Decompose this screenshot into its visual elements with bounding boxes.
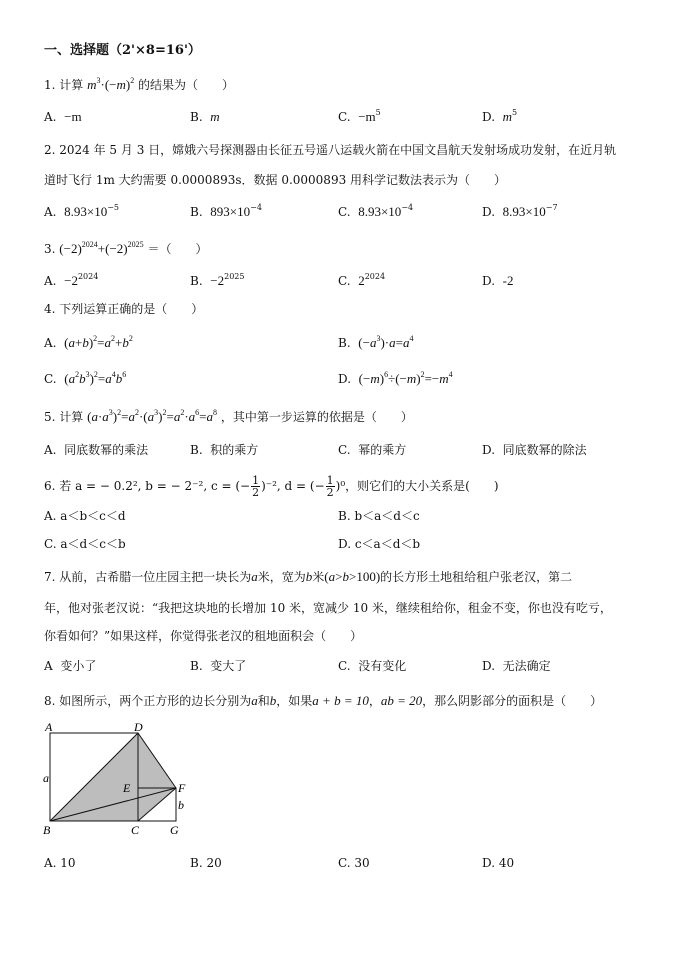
q1-option-a[interactable]: A. −m bbox=[44, 109, 82, 124]
q2-option-d[interactable]: D. $8.93\times 10^{-7}$ bbox=[482, 203, 558, 219]
label-a-point: A bbox=[45, 722, 53, 734]
label-side-b: b bbox=[178, 798, 184, 812]
question-5-stem: 5. 计算 $(a\cdot a^3)^2=a^2\cdot(a^3)^2=a^2\cdot a^6=a^8$ ，其中第一步运算的依据是（ ） bbox=[44, 408, 413, 424]
q6-option-c[interactable]: C. a＜d＜c＜b bbox=[44, 537, 126, 551]
q2-option-b[interactable]: B. $893\times 10^{-4}$ bbox=[190, 203, 262, 219]
label-c-point: C bbox=[131, 823, 140, 837]
q8-option-a[interactable]: A. 10 bbox=[44, 856, 76, 870]
q4-option-d[interactable]: D. $(-m)^6\div(-m)^2=-m^4$ bbox=[338, 370, 453, 386]
label-side-a: a bbox=[43, 771, 49, 785]
q1-expression: $m^3\cdot(-m)^2$ bbox=[87, 76, 135, 92]
q6-option-b[interactable]: B. b＜a＜d＜c bbox=[338, 509, 420, 523]
q7-option-d[interactable]: D. 无法确定 bbox=[482, 659, 551, 673]
question-7-line-1: 7. 从前，古希腊一位庄园主把一块长为a米，宽为b米(a>b>100)的长方形土地租给租户张老汉，第二 bbox=[44, 569, 573, 584]
label-g-point: G bbox=[170, 823, 179, 837]
question-1-stem bbox=[44, 76, 234, 94]
q5-option-a[interactable]: A. 同底数幂的乘法 bbox=[44, 443, 149, 457]
q8-option-d[interactable]: D. 40 bbox=[482, 856, 515, 870]
q1-option-d[interactable]: D. $m^5$ bbox=[482, 108, 518, 124]
q3-expression: $(-2)^{2024}+(-2)^{2025}$ bbox=[59, 240, 144, 256]
q2-option-a[interactable]: A. $8.93\times 10^{-5}$ bbox=[44, 203, 120, 219]
label-e-point: E bbox=[123, 781, 131, 795]
label-d-point: D bbox=[134, 722, 143, 734]
question-7-line-3: 你看如何？”如果这样，你觉得张老汉的租地面积会（ ） bbox=[44, 629, 363, 643]
q8-option-b[interactable]: B. 20 bbox=[190, 856, 222, 870]
q5-option-c[interactable]: C. 幂的乘方 bbox=[338, 443, 407, 457]
question-4-stem: 4. 下列运算正确的是（ ） bbox=[44, 302, 204, 316]
label-b-point: B bbox=[43, 823, 51, 837]
q4-option-b[interactable]: B. $(-a^3)\cdot a=a^4$ bbox=[338, 334, 414, 350]
q1-prefix: 1. 计算 bbox=[44, 78, 84, 92]
q1-option-b[interactable]: B. m bbox=[190, 109, 220, 124]
q1-suffix: 的结果为（ ） bbox=[138, 78, 235, 92]
q5-option-b[interactable]: B. 积的乘方 bbox=[190, 443, 259, 457]
question-2-line-2: 道时飞行 1m 大约需要 0.0000893s．数据 0.0000893 用科学记数法表示为（ ） bbox=[44, 173, 507, 187]
q7-option-c[interactable]: C. 没有变化 bbox=[338, 659, 407, 673]
q3-option-b[interactable]: B. $-2^{2025}$ bbox=[190, 272, 245, 288]
q6-frac-c: $\frac{1}{2}$ bbox=[252, 474, 260, 499]
q6-frac-d: $\frac{1}{2}$ bbox=[326, 474, 334, 499]
label-f-point: F bbox=[178, 781, 186, 795]
q6-option-a[interactable]: A. a＜b＜c＜d bbox=[44, 509, 126, 523]
question-2-line-1: 2. 2024 年 5 月 3 日，嫦娥六号探测器由长征五号遥八运载火箭在中国文昌航天发射场成功发射，在近月轨 bbox=[44, 143, 617, 157]
question-6-stem: 6. 若 a = − 0.2², b = − 2⁻², c = (− $\frac{1}{2}$ )⁻², d = (− $\frac{1}{2}$ )⁰，则它们的大小关系是( ) bbox=[44, 474, 499, 499]
q4-option-a[interactable]: A. $(a+b)^2=a^2+b^2$ bbox=[44, 334, 133, 350]
q7-option-a[interactable]: A 变小了 bbox=[44, 659, 97, 673]
q7-option-b[interactable]: B. 变大了 bbox=[190, 659, 247, 673]
q5-option-d[interactable]: D. 同底数幂的除法 bbox=[482, 443, 587, 457]
q5-expression: $(a\cdot a^3)^2=a^2\cdot(a^3)^2=a^2\cdot a^6=a^8$ bbox=[87, 408, 218, 424]
question-7-line-2: 年，他对张老汉说：“我把这块地的长增加 10 米，宽减少 10 米，继续租给你，租金不变，你也没有吃亏， bbox=[44, 601, 612, 615]
q3-option-a[interactable]: A. $-2^{2024}$ bbox=[44, 272, 99, 288]
question-3-stem: 3. $(-2)^{2024}+(-2)^{2025}$ ＝（ ） bbox=[44, 240, 208, 256]
q4-option-c[interactable]: C. $(a^2b^3)^2=a^4b^6$ bbox=[44, 370, 127, 386]
q6-option-d[interactable]: D. c＜a＜d＜b bbox=[338, 537, 421, 551]
q8-option-c[interactable]: C. 30 bbox=[338, 856, 370, 870]
two-squares-figure bbox=[42, 722, 192, 840]
q3-option-c[interactable]: C. $2^{2024}$ bbox=[338, 272, 386, 288]
q2-option-c[interactable]: C. $8.93\times 10^{-4}$ bbox=[338, 203, 414, 219]
q1-option-c[interactable]: C. $-m^5$ bbox=[338, 108, 381, 124]
question-8-stem: 8. 如图所示，两个正方形的边长分别为a和b，如果a + b = 10，ab = 20，那么阴影部分的面积是（ ） bbox=[44, 693, 603, 708]
section-title: 一、选择题（2'×8=16'） bbox=[44, 43, 201, 58]
q3-option-d[interactable]: D. -2 bbox=[482, 273, 514, 288]
